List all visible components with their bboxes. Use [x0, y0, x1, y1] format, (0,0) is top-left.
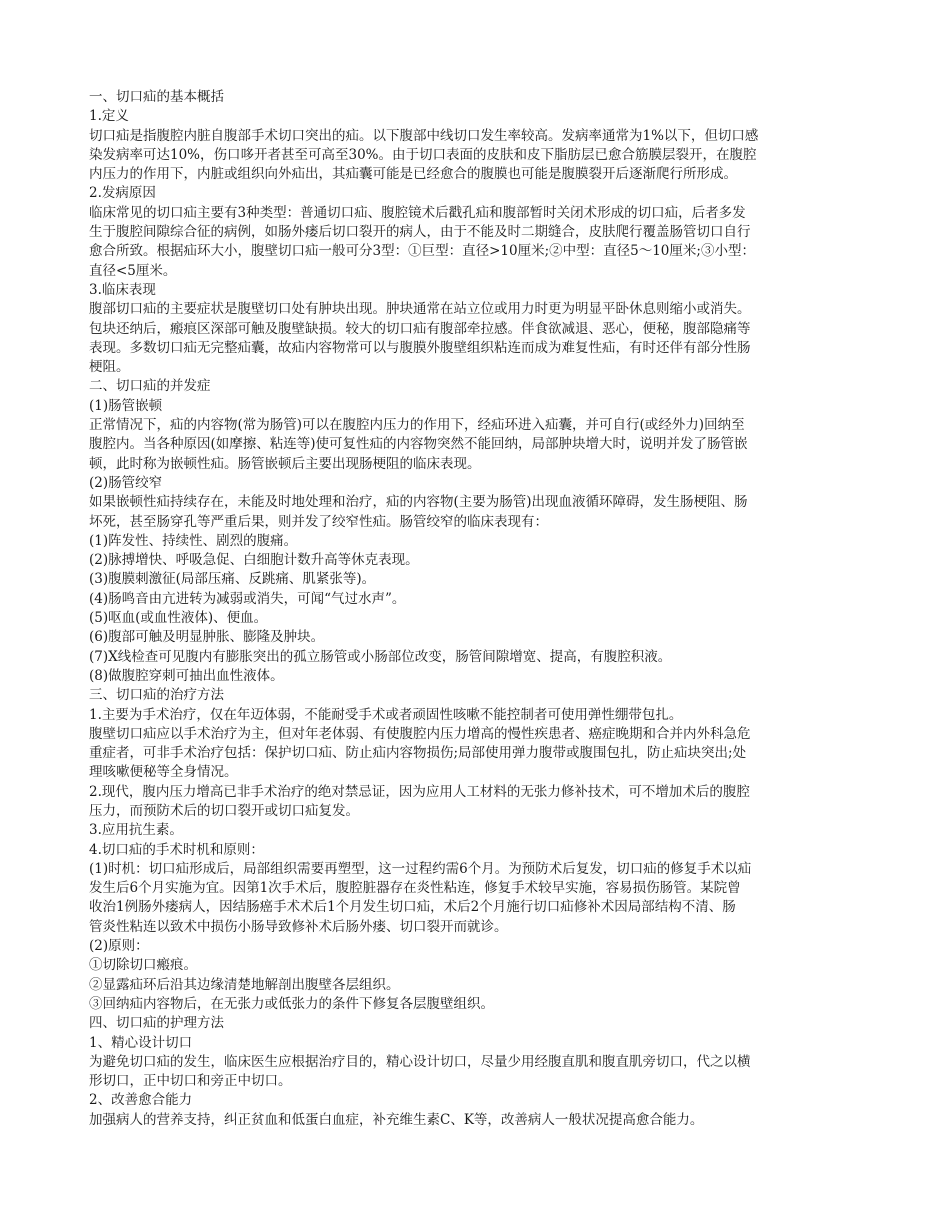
list-item: (5)呕血(或血性液体)、便血。: [89, 610, 268, 627]
text-line: 理咳嗽便秘等全身情况。: [89, 764, 238, 781]
list-item: (3)腹膜刺激征(局部压痛、反跳痛、肌紧张等)。: [89, 571, 376, 588]
text-line: (2)原则：: [89, 938, 149, 955]
text-line: 临床常见的切口疝主要有3种类型：普通切口疝、腹腔镜术后戳孔疝和腹部暂时关闭术形成的切口疝，后者多发: [89, 204, 746, 221]
text-line: 加强病人的营养支持，纠正贫血和低蛋白血症，补充维生素C、K等，改善病人一般状况提高愈合能力。: [89, 1111, 704, 1128]
list-item: (6)腹部可触及明显肿胀、膨隆及肿块。: [89, 629, 325, 646]
list-item: (4)肠鸣音由亢进转为减弱或消失，可闻“气过水声”。: [89, 590, 406, 607]
text-line: 压力，而预防术后的切口裂开或切口疝复发。: [89, 802, 359, 819]
text-line: 切口疝是指腹腔内脏自腹部手术切口突出的疝。以下腹部中线切口发生率较高。发病率通常为1%以下，但切口感: [89, 127, 759, 144]
text-line: 包块还纳后，瘢痕区深部可触及腹壁缺损。较大的切口疝有腹部牵拉感。伴食欲减退、恶心，便秘，腹部隐痛等: [89, 320, 751, 337]
text-line: 表现。多数切口疝无完整疝囊，故疝内容物常可以与腹膜外腹壁组织粘连而成为难复性疝，有时还伴有部分性肠: [89, 339, 751, 356]
section-heading-nursing: 四、切口疝的护理方法: [89, 1015, 224, 1032]
text-line: 内压力的作用下，内脏或组织向外疝出，其疝囊可能是已经愈合的腹膜也可能是腹膜裂开后逐渐爬行所形成。: [89, 166, 737, 183]
text-line: 重症者，可非手术治疗包括：保护切口疝、防止疝内容物损伤;局部使用弹力腹带或腹围包扎，防止疝块突出;处: [89, 745, 747, 762]
section-heading-treatment: 三、切口疝的治疗方法: [89, 687, 224, 704]
text-line: 直径<5厘米。: [89, 262, 177, 279]
text-line: 坏死，甚至肠穿孔等严重后果，则并发了绞窄性疝。肠管绞窄的临床表现有：: [89, 513, 548, 530]
text-line: 生于腹腔间隙综合征的病例，如肠外瘘后切口裂开的病人，由于不能及时二期缝合，皮肤爬行覆盖肠管切口自行: [89, 224, 751, 241]
list-item: (2)脉搏增快、呼吸急促、白细胞计数升高等休克表现。: [89, 552, 419, 569]
text-line: 梗阻。: [89, 359, 130, 376]
text-line: 正常情况下，疝的内容物(常为肠管)可以在腹腔内压力的作用下，经疝环进入疝囊，并可自行(或经外力)回纳至: [89, 417, 745, 434]
list-item: ②显露疝环后沿其边缘清楚地解剖出腹壁各层组织。: [89, 976, 400, 993]
text-line: 染发病率可达10%，伤口哆开者甚至可高至30%。由于切口表面的皮肤和皮下脂肪层已愈合筋膜层裂开，在腹腔: [89, 146, 757, 163]
list-item: ①切除切口瘢痕。: [89, 957, 197, 974]
text-line: 腹腔内。当各种原因(如摩擦、粘连等)使可复性疝的内容物突然不能回纳，局部肿块增大时，说明并发了肠管嵌: [89, 436, 748, 453]
subheading-incarceration: (1)肠管嵌顿: [89, 397, 163, 414]
text-line: 为避免切口疝的发生，临床医生应根据治疗目的，精心设计切口，尽量少用经腹直肌和腹直肌旁切口，代之以横: [89, 1053, 751, 1070]
list-item: (7)X线检查可见腹内有膨胀突出的孤立肠管或小肠部位改变，肠管间隙增宽、提高，有腹腔积液。: [89, 648, 672, 665]
text-line: 顿，此时称为嵌顿性疝。肠管嵌顿后主要出现肠梗阻的临床表现。: [89, 455, 481, 472]
text-line: 发生后6个月实施为宜。因第1次手术后，腹腔脏器存在炎性粘连，修复手术较早实施，容易损伤肠管。某院曾: [89, 880, 741, 897]
subheading-healing: 2、改善愈合能力: [89, 1092, 193, 1109]
text-line: 收治1例肠外瘘病人，因结肠癌手术术后1个月发生切口疝，术后2个月施行切口疝修补术因局部结构不清、肠: [89, 899, 736, 916]
subheading-causes: 2.发病原因: [89, 185, 156, 202]
text-line: 4.切口疝的手术时机和原则：: [89, 841, 264, 858]
list-item: (1)阵发性、持续性、剧烈的腹痛。: [89, 532, 298, 549]
text-line: 腹部切口疝的主要症状是腹壁切口处有肿块出现。肿块通常在站立位或用力时更为明显平卧休息则缩小或消失。: [89, 301, 751, 318]
subheading-incision-design: 1、精心设计切口: [89, 1034, 193, 1051]
section-heading-complications: 二、切口疝的并发症: [89, 378, 211, 395]
text-line: 腹壁切口疝应以手术治疗为主，但对年老体弱、有使腹腔内压力增高的慢性疾患者、癌症晚期和合并内外科急危: [89, 725, 751, 742]
text-line: 形切口，正中切口和旁正中切口。: [89, 1073, 292, 1090]
text-line: 如果嵌顿性疝持续存在，未能及时地处理和治疗，疝的内容物(主要为肠管)出现血液循环障碍，发生肠梗阻、肠: [89, 494, 748, 511]
subheading-definition: 1.定义: [89, 108, 129, 125]
section-heading-overview: 一、切口疝的基本概括: [89, 89, 224, 105]
text-line: 3.应用抗生素。: [89, 822, 183, 839]
text-line: (1)时机：切口疝形成后，局部组织需要再塑型，这一过程约需6个月。为预防术后复发，切口疝的修复手术以疝: [89, 860, 752, 877]
text-line: 管炎性粘连以致术中损伤小肠导致修补术后肠外瘘、切口裂开而就诊。: [89, 918, 508, 935]
text-line: 1.主要为手术治疗，仅在年迈体弱，不能耐受手术或者顽固性咳嗽不能控制者可使用弹性绷带包扎。: [89, 706, 683, 723]
subheading-clinical: 3.临床表现: [89, 281, 156, 298]
text-line: 2.现代，腹内压力增高已非手术治疗的绝对禁忌证，因为应用人工材料的无张力修补技术，可不增加术后的腹腔: [89, 783, 750, 800]
subheading-strangulation: (2)肠管绞窄: [89, 474, 163, 491]
list-item: (8)做腹腔穿刺可抽出血性液体。: [89, 667, 284, 684]
text-line: 愈合所致。根据疝环大小，腹壁切口疝一般可分3型：①巨型：直径>10厘米;②中型：直径5～10厘米;③小型：: [89, 243, 755, 260]
list-item: ③回纳疝内容物后，在无张力或低张力的条件下修复各层腹壁组织。: [89, 995, 494, 1012]
